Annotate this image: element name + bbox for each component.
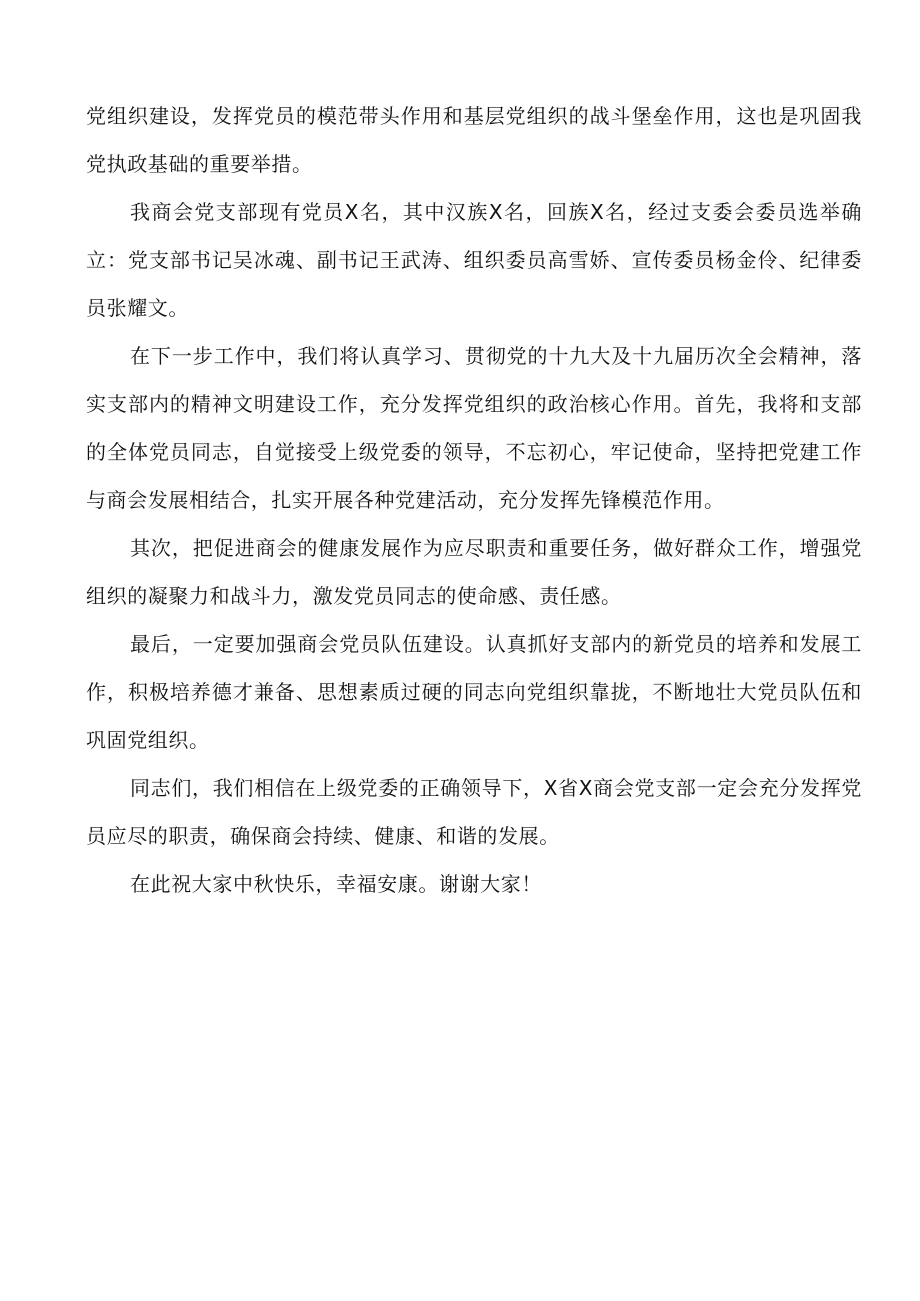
paragraph-finally: 最后，一定要加强商会党员队伍建设。认真抓好支部内的新党员的培养和发展工作，积极培养德才兼备、思想素质过硬的同志向党组织靠拢，不断地壮大党员队伍和巩固党组织。 bbox=[86, 632, 862, 752]
paragraph-closing: 在此祝大家中秋快乐，幸福安康。谢谢大家！ bbox=[130, 872, 542, 896]
paragraph-next-steps: 在下一步工作中，我们将认真学习、贯彻党的十九大及十九届历次全会精神，落实支部内的精神文明建设工作，充分发挥党组织的政治核心作用。首先，我将和支部的全体党员同志，自觉接受上级党委的领导，不忘初心，牢记使命，坚持把党建工作与商会发展相结合，扎实开展各种党建活动，充分发挥先锋模范作用。 bbox=[86, 344, 862, 512]
document-body bbox=[86, 92, 862, 908]
paragraph-continuation: 党组织建设，发挥党员的模范带头作用和基层党组织的战斗堡垒作用，这也是巩固我党执政基础的重要举措。 bbox=[86, 104, 862, 176]
paragraph-secondly: 其次，把促进商会的健康发展作为应尽职责和重要任务，做好群众工作，增强党组织的凝聚力和战斗力，激发党员同志的使命感、责任感。 bbox=[86, 536, 862, 608]
paragraph-comrades: 同志们，我们相信在上级党委的正确领导下，X省X商会党支部一定会充分发挥党员应尽的职责，确保商会持续、健康、和谐的发展。 bbox=[86, 776, 862, 848]
paragraph-membership: 我商会党支部现有党员X名，其中汉族X名，回族X名，经过支委会委员选举确立：党支部书记吴冰魂、副书记王武涛、组织委员高雪娇、宣传委员杨金伶、纪律委员张耀文。 bbox=[86, 200, 862, 320]
